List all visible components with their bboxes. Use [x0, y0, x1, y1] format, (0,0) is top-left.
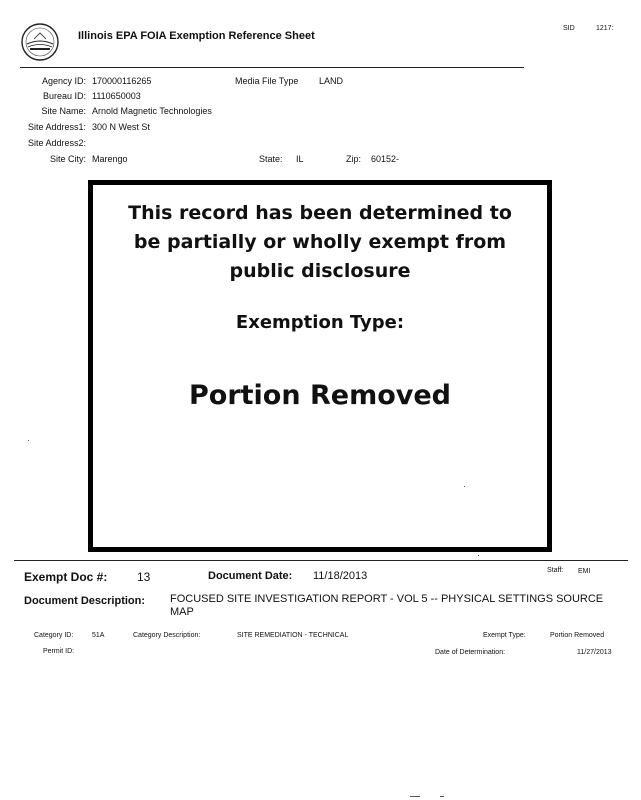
exemption-statement-line1: This record has been determined to: [128, 202, 512, 224]
media-file-type-value: LAND: [319, 76, 344, 86]
scan-speck: [478, 555, 479, 556]
exemption-statement: [93, 199, 547, 286]
exempt-type-value: Portion Removed: [550, 632, 605, 639]
site-address1-value: 300 N West St: [92, 122, 150, 132]
category-id-label: Category ID:: [34, 632, 74, 639]
exemption-statement-line3: public disclosure: [229, 260, 411, 282]
zip-value: 60152-: [371, 154, 400, 164]
exempt-type-label: Exempt Type:: [483, 632, 526, 639]
exemption-banner: [88, 180, 552, 552]
zip-label: Zip:: [346, 154, 362, 164]
scan-speck: [464, 486, 465, 487]
document-divider: [14, 560, 628, 561]
site-city-value: Marengo: [92, 154, 128, 164]
sid-value: 1217:: [596, 25, 614, 32]
site-name-value: Arnold Magnetic Technologies: [92, 106, 212, 116]
exempt-doc-number-label: Exempt Doc #:: [24, 570, 108, 584]
document-date-label: Document Date:: [208, 570, 293, 582]
document-description-value: FOCUSED SITE INVESTIGATION REPORT - VOL 5 -- PHYSICAL SETTINGS SOURCE MAP: [170, 593, 604, 618]
exemption-type-value: Portion Removed: [188, 380, 451, 411]
category-description-value: SITE REMEDIATION - TECHNICAL: [237, 632, 349, 639]
bureau-id-value: 1110650003: [92, 91, 141, 101]
document-description-label: Document Description:: [24, 595, 146, 607]
sid-label: SID: [563, 25, 575, 32]
date-of-determination-value: 11/27/2013: [577, 649, 612, 656]
site-city-label: Site City:: [49, 154, 86, 164]
state-label: State:: [259, 154, 283, 164]
scan-speck: [410, 796, 420, 797]
agency-id-label: Agency ID:: [41, 76, 86, 86]
scan-speck: [440, 796, 444, 797]
agency-id-value: 170000116265: [92, 76, 152, 86]
exempt-doc-number-value: 13: [137, 570, 151, 584]
category-description-label: Category Description:: [133, 632, 201, 639]
site-name-label: Site Name:: [41, 106, 86, 116]
header-divider: [20, 67, 524, 68]
page-title: Illinois EPA FOIA Exemption Reference Sheet: [78, 30, 315, 42]
scan-speck: [28, 440, 29, 441]
category-id-value: 51A: [92, 632, 105, 639]
state-value: IL: [296, 154, 304, 164]
staff-value: EMI: [578, 568, 591, 575]
exemption-type-label: Exemption Type:: [235, 312, 405, 333]
site-address2-label: Site Address2:: [27, 138, 86, 148]
document-date-value: 11/18/2013: [313, 570, 368, 582]
media-file-type-label: Media File Type: [235, 76, 299, 86]
site-address1-label: Site Address1:: [27, 122, 86, 132]
exemption-statement-line2: be partially or wholly exempt from: [133, 231, 507, 253]
illinois-epa-seal-icon: [20, 22, 60, 62]
bureau-id-label: Bureau ID:: [42, 91, 86, 101]
date-of-determination-label: Date of Determination:: [435, 649, 506, 656]
staff-label: Staff:: [547, 567, 564, 574]
permit-id-label: Permit ID:: [43, 648, 75, 655]
